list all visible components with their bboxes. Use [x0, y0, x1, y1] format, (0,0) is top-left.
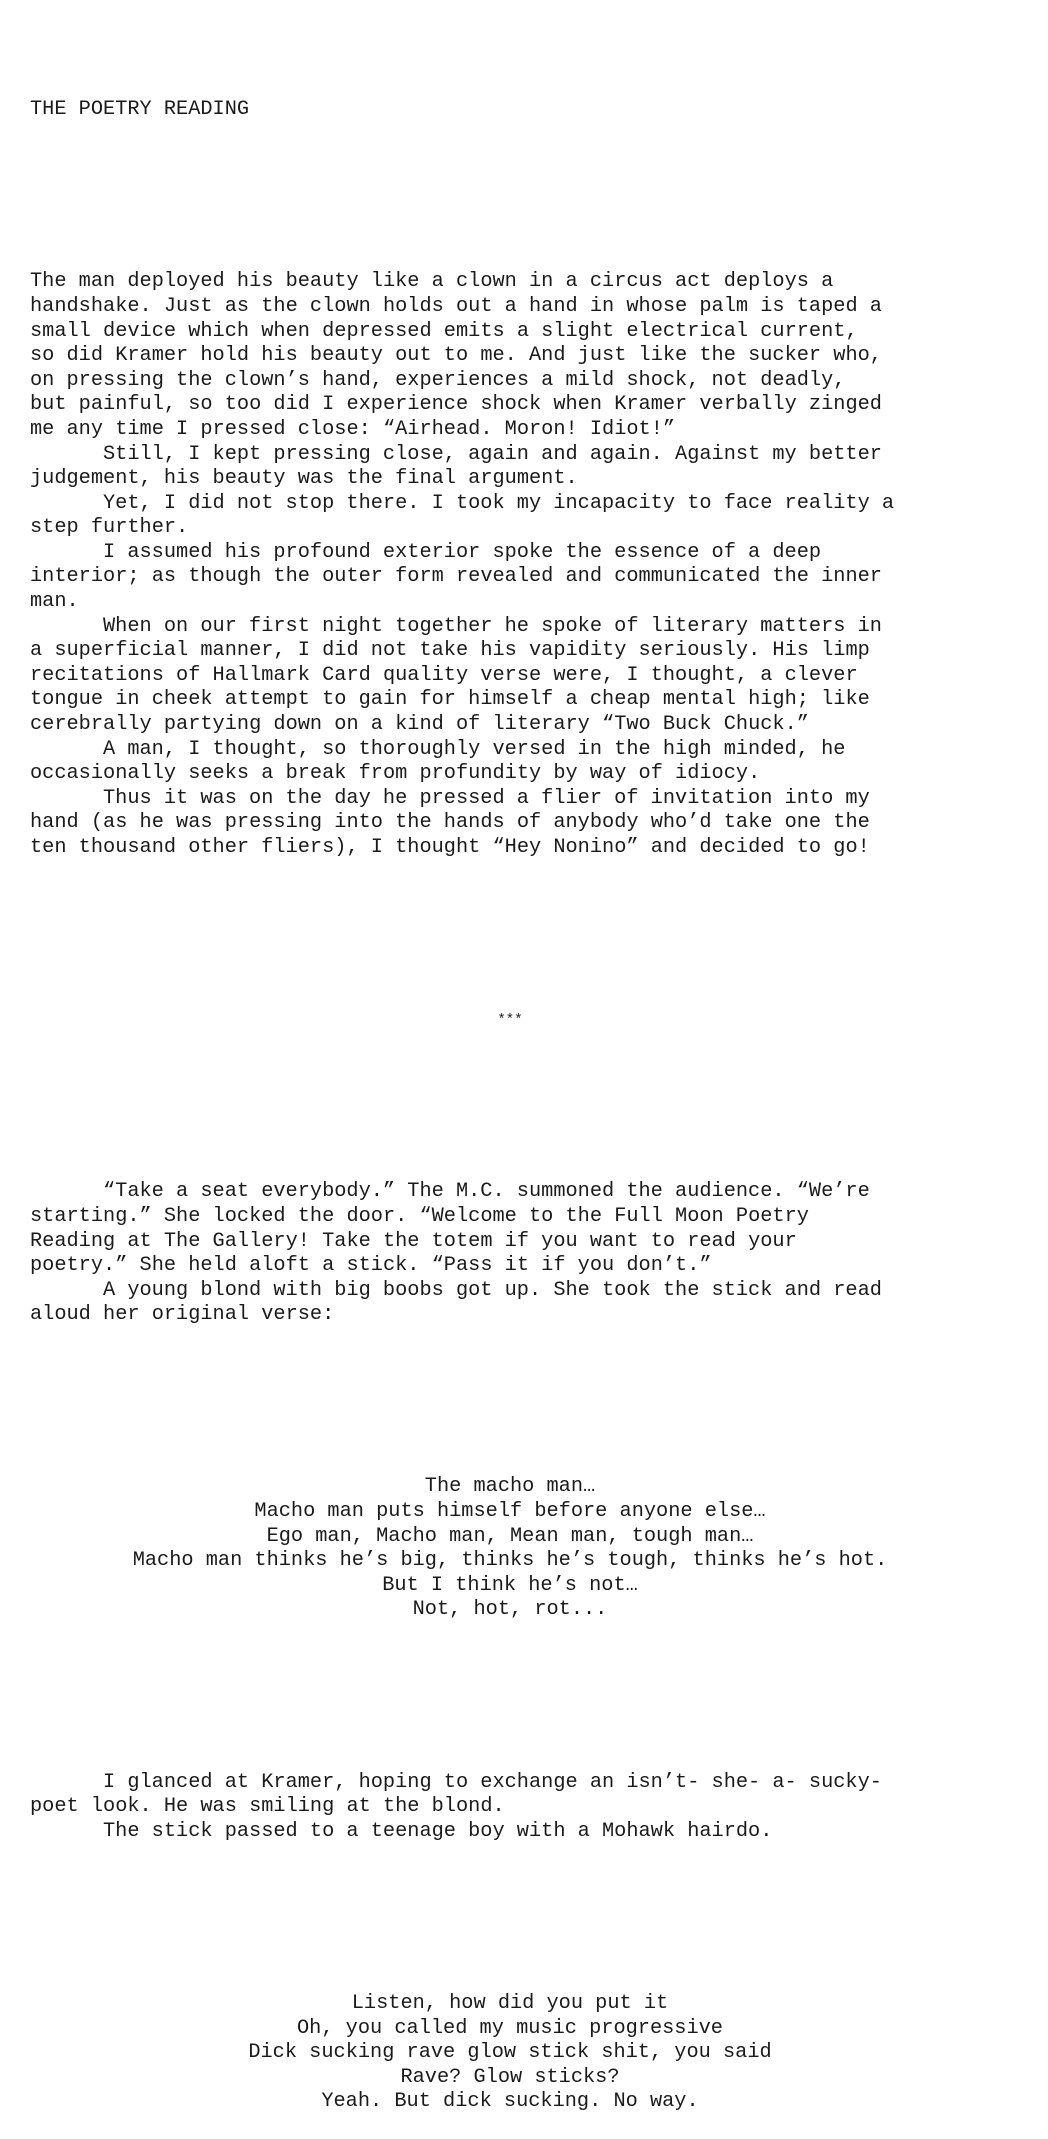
- text-line: A man, I thought, so thoroughly versed in the high minded, he: [103, 737, 846, 761]
- text-line: The stick passed to a teenage boy with a Mohawk hairdo.: [103, 1819, 773, 1843]
- poem-line: The macho man…: [424, 1475, 596, 1499]
- section-separator: ***: [497, 1012, 523, 1029]
- text-line: I assumed his profound exterior spoke the essence of a deep: [103, 540, 822, 564]
- text-line: Reading at The Gallery! Take the totem if you want to read your: [30, 1229, 797, 1253]
- text-line: small device which when depressed emits a slight electrical current,: [30, 319, 858, 343]
- text-line: handshake. Just as the clown holds out a hand in whose palm is taped a: [30, 294, 882, 318]
- text-line: poet look. He was smiling at the blond.: [30, 1795, 505, 1819]
- text-line: interior; as though the outer form revealed and communicated the inner: [30, 565, 882, 589]
- text-line: me any time I pressed close: “Airhead. Moron! Idiot!”: [30, 417, 676, 441]
- poem-mohawk-boy: [30, 1992, 1030, 2115]
- text-line: A young blond with big boobs got up. She took the stick and read: [103, 1278, 882, 1302]
- poem-macho-man: [30, 1475, 1030, 1623]
- document-title: THE POETRY READING: [30, 98, 250, 122]
- text-line: Yet, I did not stop there. I took my incapacity to face reality a: [103, 491, 895, 515]
- text-line: poetry.” She held aloft a stick. “Pass it if you don’t.”: [30, 1254, 712, 1278]
- text-line: but painful, so too did I experience shock when Kramer verbally zinged: [30, 393, 882, 417]
- text-line: hand (as he was pressing into the hands of anybody who’d take one the: [30, 811, 870, 835]
- poem-line: But I think he’s not…: [382, 1573, 638, 1597]
- poem-line: Macho man thinks he’s big, thinks he’s tough, thinks he’s hot.: [132, 1549, 888, 1573]
- text-line: tongue in cheek attempt to gain for himself a cheap mental high; like: [30, 688, 870, 712]
- blank-line: [30, 1082, 1030, 1107]
- section-3: [30, 1771, 1030, 1845]
- text-line: step further.: [30, 516, 189, 540]
- blank-line: [30, 1918, 1030, 1943]
- document-page: [30, 49, 1030, 2139]
- section-1: [30, 270, 1030, 860]
- poem-line: Not, hot, rot...: [412, 1598, 608, 1622]
- text-line: The man deployed his beauty like a clown in a circus act deploys a: [30, 270, 834, 294]
- text-line: occasionally seeks a break from profundity by way of idiocy.: [30, 762, 761, 786]
- text-line: aloud her original verse:: [30, 1303, 335, 1327]
- poem-line: Listen, how did you put it: [351, 1991, 669, 2015]
- text-line: ten thousand other fliers), I thought “Hey Nonino” and decided to go!: [30, 836, 870, 859]
- text-line: a superficial manner, I did not take his vapidity seriously. His limp: [30, 639, 870, 663]
- poem-line: Ego man, Macho man, Mean man, tough man…: [266, 1524, 754, 1548]
- blank-line: [30, 1672, 1030, 1697]
- text-line: When on our first night together he spoke of literary matters in: [103, 614, 882, 638]
- poem-line: Rave? Glow sticks?: [400, 2065, 620, 2089]
- poem-line: Macho man puts himself before anyone else…: [254, 1500, 766, 1524]
- text-line: judgement, his beauty was the final argument.: [30, 467, 578, 491]
- section-2: [30, 1180, 1030, 1328]
- text-line: man.: [30, 590, 79, 614]
- text-line: “Take a seat everybody.” The M.C. summoned the audience. “We’re: [103, 1180, 870, 1204]
- text-line: starting.” She locked the door. “Welcome to the Full Moon Poetry: [30, 1204, 809, 1228]
- text-line: Thus it was on the day he pressed a flier of invitation into my: [103, 786, 870, 810]
- text-line: I glanced at Kramer, hoping to exchange an isn’t- she- a- sucky-: [103, 1770, 882, 1794]
- poem-line: Dick sucking rave glow stick shit, you said: [248, 2041, 772, 2065]
- text-line: recitations of Hallmark Card quality verse were, I thought, a clever: [30, 663, 858, 687]
- poem-line: Yeah. But dick sucking. No way.: [321, 2090, 699, 2114]
- text-line: so did Kramer hold his beauty out to me. And just like the sucker who,: [30, 344, 882, 368]
- blank-line: [30, 934, 1030, 959]
- blank-line: [30, 172, 1030, 197]
- text-line: cerebrally partying down on a kind of literary “Two Buck Chuck.”: [30, 713, 809, 737]
- poem-line: Oh, you called my music progressive: [297, 2016, 723, 2040]
- text-line: Still, I kept pressing close, again and again. Against my better: [103, 442, 882, 466]
- blank-line: [30, 1402, 1030, 1427]
- text-line: on pressing the clown’s hand, experiences a mild shock, not deadly,: [30, 368, 846, 392]
